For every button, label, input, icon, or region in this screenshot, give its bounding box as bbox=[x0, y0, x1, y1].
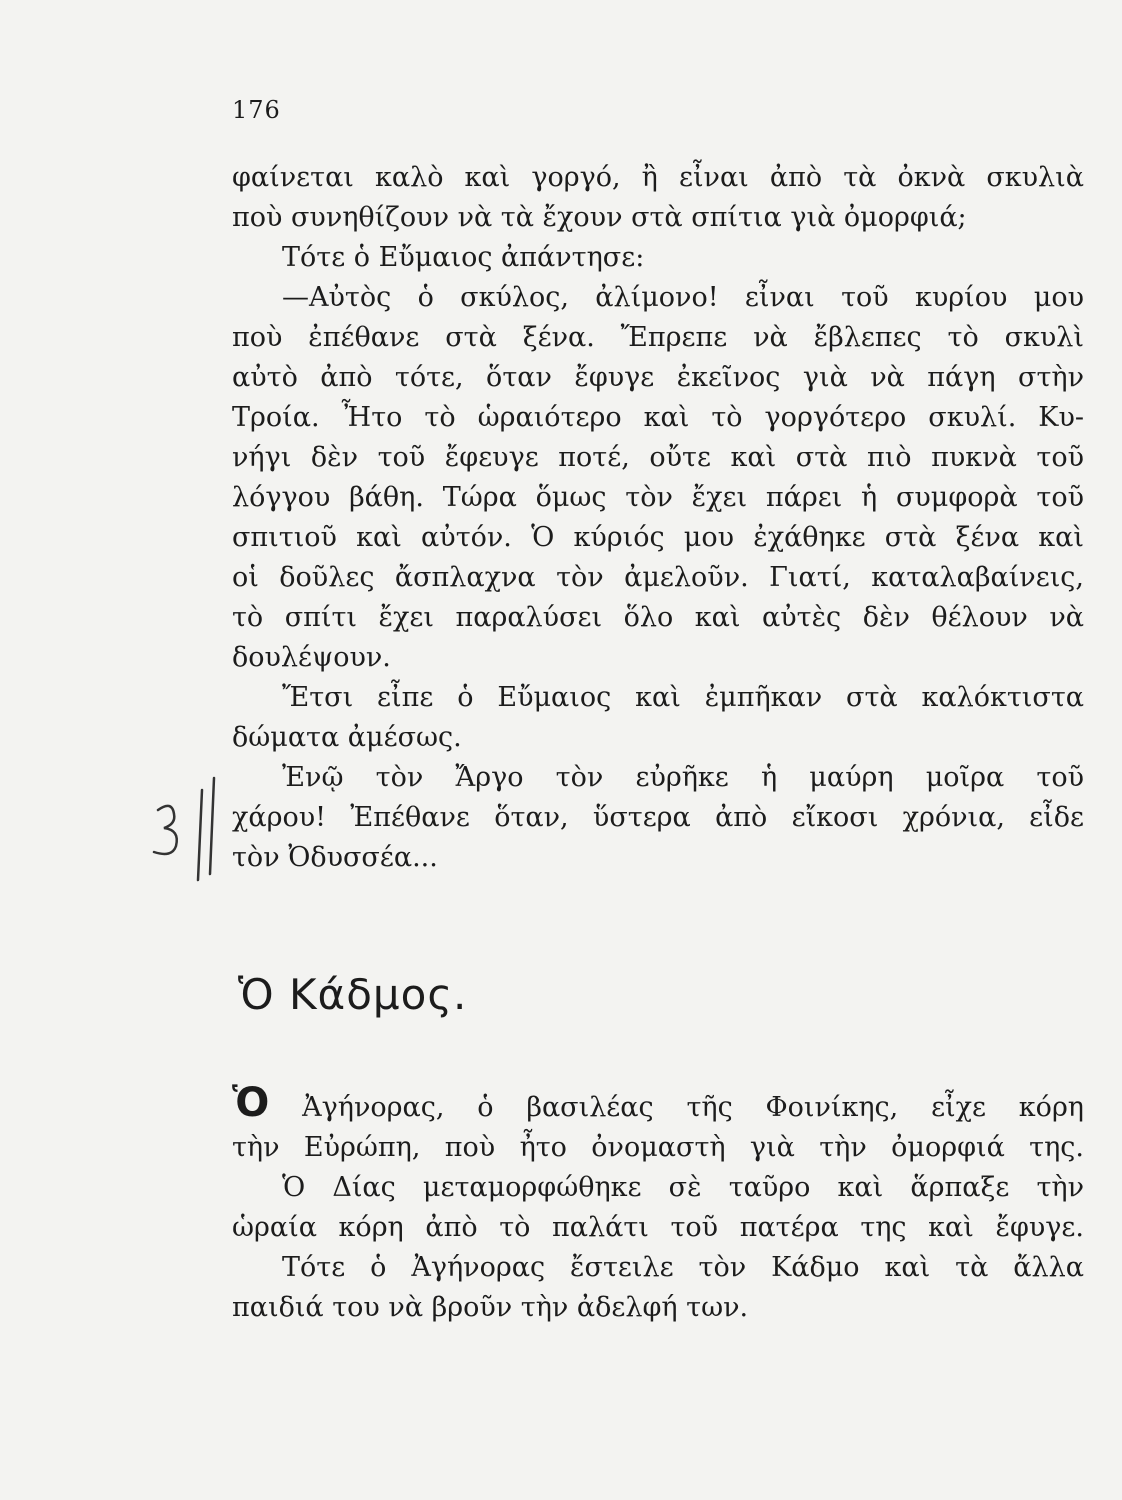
text-line: ποὺ συνηθίζουν νὰ τὰ ἔχουν στὰ σπίτια γιὰ ὀμορφιά; bbox=[232, 202, 967, 233]
text-line: ὡραία κόρη ἀπὸ τὸ παλάτι τοῦ πατέρα της καὶ ἔφυγε. bbox=[232, 1212, 1084, 1243]
text-line: ποὺ ἐπέθανε στὰ ξένα. Ἔπρεπε νὰ ἔβλεπες τὸ σκυλὶ bbox=[232, 322, 1084, 353]
text-fragment: Ἀγήνορας, ὁ βασιλέας τῆς Φοινίκης, εἶχε κόρη bbox=[302, 1092, 1084, 1123]
text-line: τὸν Ὀδυσσέα... bbox=[232, 842, 438, 873]
text-line: λόγγου βάθη. Τώρα ὅμως τὸν ἔχει πάρει ἡ συμφορὰ τοῦ bbox=[232, 482, 1084, 513]
text-line: φαίνεται καλὸ καὶ γοργό, ἢ εἶναι ἀπὸ τὰ ὀκνὰ σκυλιὰ bbox=[232, 162, 1084, 193]
text-line: Ἔτσι εἶπε ὁ Εὔμαιος καὶ ἐμπῆκαν στὰ καλόκτιστα bbox=[282, 682, 1084, 713]
text-line: Ἐνῷ τὸν Ἄργο τὸν εὐρῆκε ἡ μαύρη μοῖρα τοῦ bbox=[282, 762, 1084, 793]
handwritten-margin-mark bbox=[140, 770, 230, 890]
text-line: οἱ δοῦλες ἄσπλαχνα τὸν ἀμελοῦν. Γιατί, καταλαβαίνεις, bbox=[232, 562, 1084, 593]
text-line: —Αὐτὸς ὁ σκύλος, ἀλίμονο! εἶναι τοῦ κυρίου μου bbox=[282, 282, 1084, 313]
dropcap: Ὁ bbox=[232, 1080, 270, 1126]
text-line: Τότε ὁ Εὔμαιος ἀπάντησε: bbox=[282, 242, 645, 273]
section-title: Ὁ Κάδμος. bbox=[238, 970, 468, 1019]
text-line: δουλέψουν. bbox=[232, 642, 391, 673]
text-line: αὐτὸ ἀπὸ τότε, ὅταν ἔφυγε ἐκεῖνος γιὰ νὰ πάγη στὴν bbox=[232, 362, 1084, 393]
text-line: τὸ σπίτι ἔχει παραλύσει ὅλο καὶ αὐτὲς δὲν θέλουν νὰ bbox=[232, 602, 1084, 633]
text-line: δώματα ἀμέσως. bbox=[232, 722, 462, 753]
text-line: παιδιά του νὰ βροῦν τὴν ἀδελφή των. bbox=[232, 1292, 749, 1323]
text-line: Τροία. Ἦτο τὸ ὡραιότερο καὶ τὸ γοργότερο σκυλί. Κυ- bbox=[232, 402, 1084, 433]
text-line: Ὁ Δίας μεταμορφώθηκε σὲ ταῦρο καὶ ἅρπαξε τὴν bbox=[282, 1172, 1084, 1203]
page-number: 176 bbox=[232, 96, 281, 124]
text-line: τὴν Εὐρώπη, ποὺ ἦτο ὀνομαστὴ γιὰ τὴν ὀμορφιά της. bbox=[232, 1132, 1084, 1163]
text-line: νήγι δὲν τοῦ ἔφευγε ποτέ, οὔτε καὶ στὰ πιὸ πυκνὰ τοῦ bbox=[232, 442, 1084, 473]
text-line: σπιτιοῦ καὶ αὐτόν. Ὁ κύριός μου ἐχάθηκε στὰ ξένα καὶ bbox=[232, 522, 1084, 553]
text-line: Τότε ὁ Ἀγήνορας ἔστειλε τὸν Κάδμο καὶ τὰ ἄλλα bbox=[282, 1252, 1084, 1283]
text-line-with-dropcap bbox=[232, 1080, 1084, 1128]
text-line: χάρου! Ἐπέθανε ὅταν, ὕστερα ἀπὸ εἴκοσι χρόνια, εἶδε bbox=[232, 802, 1084, 833]
